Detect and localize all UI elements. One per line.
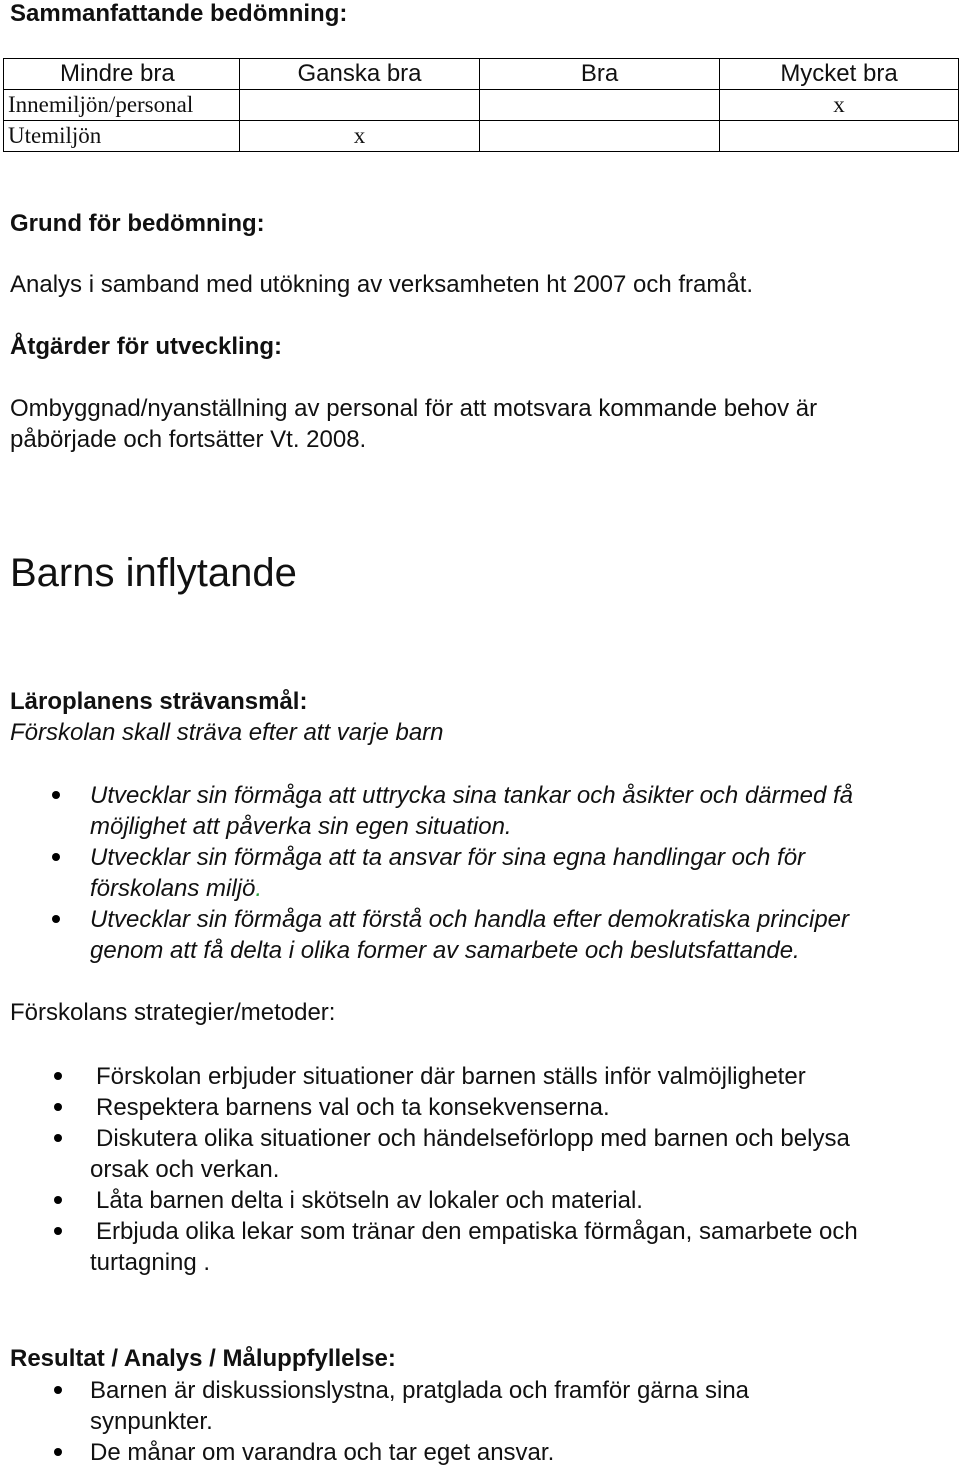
bullet-icon bbox=[54, 1227, 62, 1235]
goals-list bbox=[90, 780, 950, 966]
rating-column-header bbox=[4, 59, 240, 90]
list-item bbox=[90, 780, 950, 842]
rating-label-mycket-bra: Mycket bra bbox=[720, 59, 959, 90]
goal-line: möjlighet att påverka sin egen situation. bbox=[90, 813, 512, 840]
rating-label-bra: Bra bbox=[480, 59, 720, 90]
list-item bbox=[90, 1092, 950, 1123]
bullet-icon bbox=[52, 915, 60, 923]
bullet-icon bbox=[54, 1386, 62, 1394]
result-line: Barnen är diskussionslystna, pratglada och framför gärna sina bbox=[90, 1377, 750, 1404]
result-line: De månar om varandra och tar eget ansvar. bbox=[90, 1439, 555, 1466]
goal-line: Utvecklar sin förmåga att ta ansvar för sina egna handlingar och för bbox=[90, 844, 806, 871]
strategies-heading: Förskolans strategier/metoder: bbox=[10, 999, 336, 1026]
strategy-line: Respektera barnens val och ta konsekvenserna. bbox=[96, 1094, 610, 1121]
rating-table bbox=[3, 58, 959, 152]
list-item bbox=[90, 904, 950, 966]
bullet-icon bbox=[52, 791, 60, 799]
row-label: Utemiljön bbox=[4, 121, 240, 152]
strategy-line: Låta barnen delta i skötseln av lokaler och material. bbox=[96, 1187, 643, 1214]
list-item bbox=[90, 1216, 950, 1278]
list-item bbox=[90, 1185, 950, 1216]
actions-heading: Åtgärder för utveckling: bbox=[10, 333, 283, 360]
rating-header-row bbox=[4, 59, 959, 90]
actions-line-2: påbörjade och fortsätter Vt. 2008. bbox=[10, 426, 367, 453]
goal-line: genom att få delta i olika former av samarbete och beslutsfattande. bbox=[90, 937, 800, 964]
rating-cell bbox=[480, 121, 720, 152]
results-heading: Resultat / Analys / Måluppfyllelse: bbox=[10, 1345, 396, 1372]
summary-heading: Sammanfattande bedömning: bbox=[10, 0, 348, 27]
bullet-icon bbox=[52, 853, 60, 861]
bullet-icon bbox=[54, 1448, 62, 1456]
bullet-icon bbox=[54, 1103, 62, 1111]
rating-label-ganska-bra: Ganska bra bbox=[240, 59, 480, 90]
bullet-icon bbox=[54, 1072, 62, 1080]
list-item bbox=[90, 1061, 950, 1092]
goal-line: Utvecklar sin förmåga att uttrycka sina tankar och åsikter och därmed få bbox=[90, 782, 853, 809]
goals-heading: Läroplanens strävansmål: bbox=[10, 688, 308, 715]
basis-heading: Grund för bedömning: bbox=[10, 210, 265, 237]
goals-intro: Förskolan skall sträva efter att varje barn bbox=[10, 719, 444, 746]
rating-cell bbox=[480, 90, 720, 121]
row-label: Innemiljön/personal bbox=[4, 90, 240, 121]
rating-cell bbox=[240, 90, 480, 121]
table-row bbox=[4, 121, 959, 152]
rating-cell: x bbox=[240, 121, 480, 152]
bullet-icon bbox=[54, 1134, 62, 1142]
basis-text: Analys i samband med utökning av verksamheten ht 2007 och framåt. bbox=[10, 271, 754, 298]
rating-cell: x bbox=[720, 90, 959, 121]
goal-line: förskolans miljö. bbox=[90, 875, 263, 902]
list-item bbox=[90, 842, 950, 904]
rating-label-mindre-bra: Mindre bra bbox=[60, 60, 175, 87]
list-item bbox=[90, 1375, 950, 1437]
strategy-line: Erbjuda olika lekar som tränar den empatiska förmågan, samarbete och bbox=[96, 1218, 858, 1245]
strategy-line: Diskutera olika situationer och händelseförlopp med barnen och belysa bbox=[96, 1125, 850, 1152]
table-row bbox=[4, 90, 959, 121]
strategy-line: Förskolan erbjuder situationer där barnen ställs inför valmöjligheter bbox=[96, 1063, 806, 1090]
goal-line-tail: . bbox=[255, 875, 263, 902]
list-item bbox=[90, 1123, 950, 1185]
results-list bbox=[90, 1375, 950, 1468]
strategy-line: turtagning . bbox=[90, 1249, 211, 1276]
result-line: synpunkter. bbox=[90, 1408, 213, 1435]
strategies-list bbox=[90, 1061, 950, 1278]
rating-cell bbox=[720, 121, 959, 152]
section-title: Barns inflytande bbox=[10, 551, 297, 595]
goal-line: Utvecklar sin förmåga att förstå och handla efter demokratiska principer bbox=[90, 906, 850, 933]
bullet-icon bbox=[54, 1196, 62, 1204]
list-item bbox=[90, 1437, 950, 1468]
strategy-line: orsak och verkan. bbox=[90, 1156, 280, 1183]
actions-line-1: Ombyggnad/nyanställning av personal för att motsvara kommande behov är bbox=[10, 395, 818, 422]
